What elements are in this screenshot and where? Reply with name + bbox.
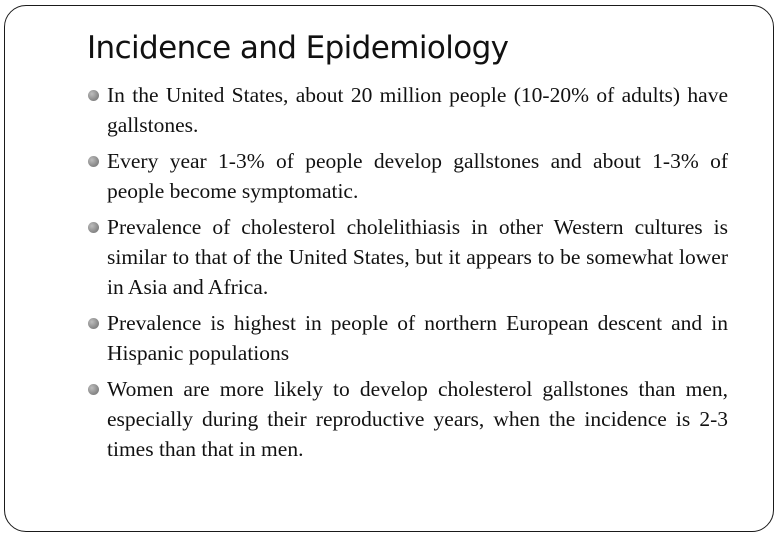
bullet-dot-icon (88, 384, 99, 395)
list-item (88, 212, 728, 302)
bullet-dot-icon (88, 318, 99, 329)
bullet-dot-icon (88, 90, 99, 101)
bullet-list (88, 80, 728, 470)
bullet-text: In the United States, about 20 million people (10-20% of adults) have gallstones. (107, 83, 728, 137)
list-item (88, 308, 728, 368)
bullet-dot-icon (88, 222, 99, 233)
bullet-dot-icon (88, 156, 99, 167)
bullet-text: Prevalence is highest in people of northern European descent and in Hispanic populations (107, 311, 728, 365)
bullet-text: Women are more likely to develop cholesterol gallstones than men, especially during their reproductive years, when the incidence is 2-3 times than that in men. (107, 377, 728, 461)
bullet-text: Prevalence of cholesterol cholelithiasis in other Western cultures is similar to that of the United States, but it appears to be somewhat lower in Asia and Africa. (107, 215, 728, 299)
slide-title: Incidence and Epidemiology (87, 30, 509, 66)
bullet-text: Every year 1-3% of people develop gallstones and about 1-3% of people become symptomatic. (107, 149, 728, 203)
list-item (88, 146, 728, 206)
list-item (88, 374, 728, 464)
list-item (88, 80, 728, 140)
